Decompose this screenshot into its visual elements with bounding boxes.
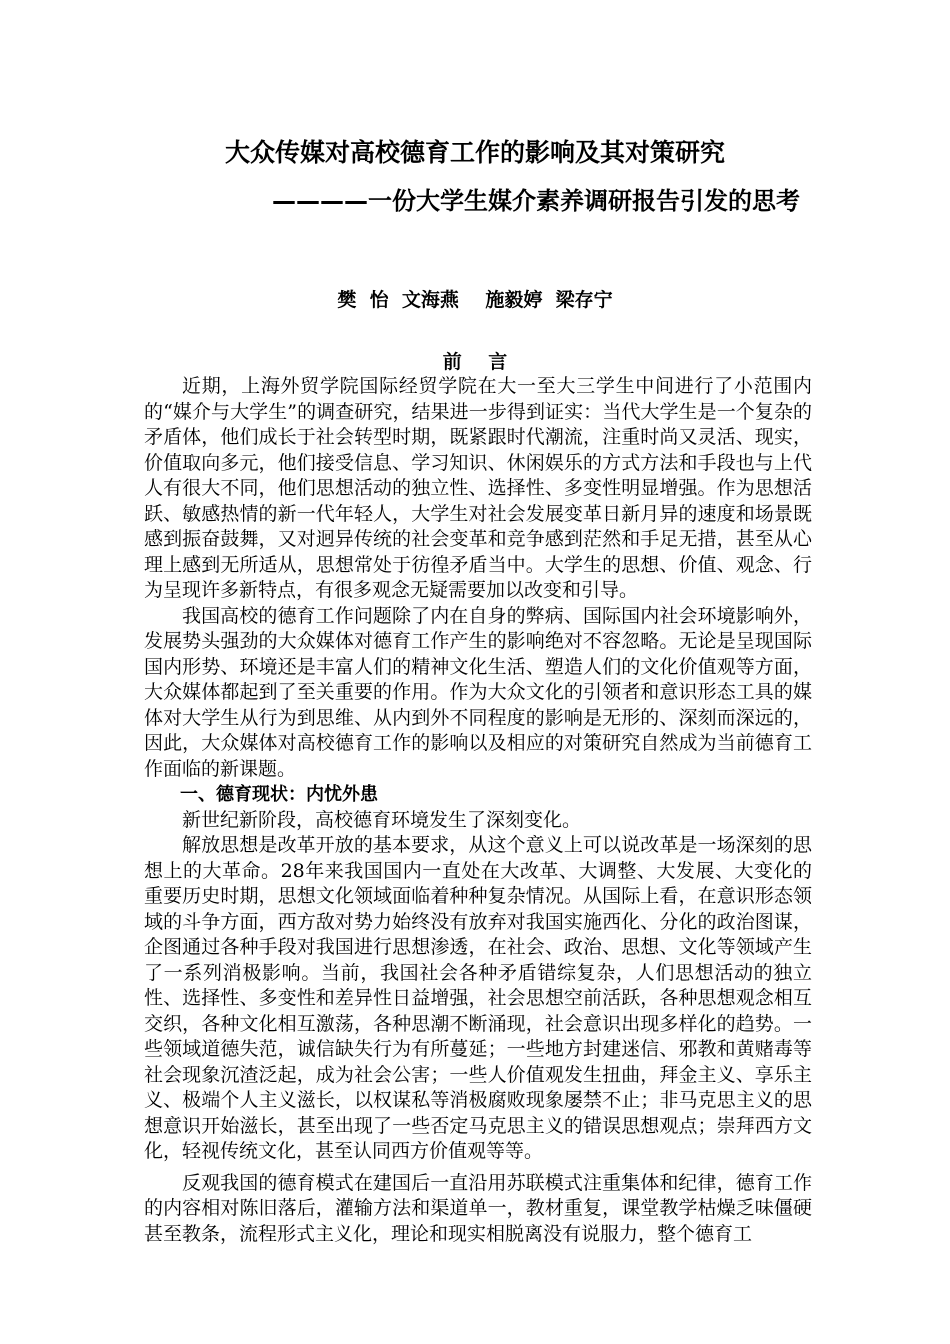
body-paragraph: 新世纪新阶段，高校德育环境发生了深刻变化。 — [182, 808, 582, 831]
document-body — [144, 374, 812, 1247]
author-list: 樊 怡 文海燕 施毅婷 梁存宁 — [337, 289, 613, 311]
body-paragraph: 解放思想是改革开放的基本要求，从这个意义上可以说改革是一场深刻的思想上的大革命。28年来我国国内一直处在大改革、大调整、大发展、大变化的重要历史时期，思想文化领域面临着种种复杂情况。从国际上看，在意识形态领域的斗争方面，西方敌对势力始终没有放弃对我国实施西化、分化的政治图谋，企图通过各种手段对我国进行思想渗透，在社会、政治、思想、文化等领域产生了一系列消极影响。当前，我国社会各种矛盾错综复杂，人们思想活动的独立性、选择性、多变性和差异性日益增强，社会思想空前活跃，各种思想观念相互交织，各种文化相互激荡，各种思潮不断涌现，社会意识出现多样化的趋势。一些领域道德失范，诚信缺失行为有所蔓延；一些地方封建迷信、邪教和黄赌毒等社会现象沉渣泛起，成为社会公害；一些人价值观发生扭曲，拜金主义、享乐主义、极端个人主义滋长，以权谋私等消极腐败现象屡禁不止；非马克思主义的思想意识开始滋长，甚至出现了一些否定马克思主义的错误思想观点；崇拜西方文化，轻视传统文化，甚至认同西方价值观等等。 — [144, 834, 812, 1162]
section-heading: 一、德育现状：内忧外患 — [180, 784, 378, 805]
body-paragraph: 近期，上海外贸学院国际经贸学院在大一至大三学生中间进行了小范围内的“媒介与大学生”的调查研究，结果进一步得到证实：当代大学生是一个复杂的矛盾体，他们成长于社会转型时期，既紧跟时代潮流，注重时尚又灵活、现实，价值取向多元，他们接受信息、学习知识、休闲娱乐的方式方法和手段也与上代人有很大不同，他们思想活动的独立性、选择性、多变性明显增强。作为思想活跃、敏感热情的新一代年轻人，大学生对社会发展变革日新月异的速度和场景既感到振奋鼓舞，又对迥异传统的社会变革和竞争感到茫然和手足无措，甚至从心理上感到无所适从，思想常处于彷徨矛盾当中。大学生的思想、价值、观念、行为呈现许多新特点，有很多观念无疑需要加以改变和引导。 — [144, 375, 812, 601]
body-paragraph: 反观我国的德育模式在建国后一直沿用苏联模式注重集体和纪律，德育工作的内容相对陈旧落后，灌输方法和渠道单一，教材重复，课堂教学枯燥乏味僵硬甚至教条，流程形式主义化，理论和现实相脱离没有说服力，整个德育工 — [144, 1171, 812, 1245]
preface-heading: 前 言 — [442, 351, 508, 373]
body-paragraph: 我国高校的德育工作问题除了内在自身的弊病、国际国内社会环境影响外，发展势头强劲的大众媒体对德育工作产生的影响绝对不容忽略。无论是呈现国际国内形势、环境还是丰富人们的精神文化生活、塑造人们的文化价值观等方面，大众媒体都起到了至关重要的作用。作为大众文化的引领者和意识形态工具的媒体对大学生从行为到思维、从内到外不同程度的影响是无形的、深刻而深远的，因此，大众媒体对高校德育工作的影响以及相应的对策研究自然成为当前德育工作面临的新课题。 — [144, 604, 812, 780]
document-title: 大众传媒对高校德育工作的影响及其对策研究 — [224, 138, 725, 167]
document-subtitle: ————一份大学生媒介素养调研报告引发的思考 — [272, 187, 800, 215]
